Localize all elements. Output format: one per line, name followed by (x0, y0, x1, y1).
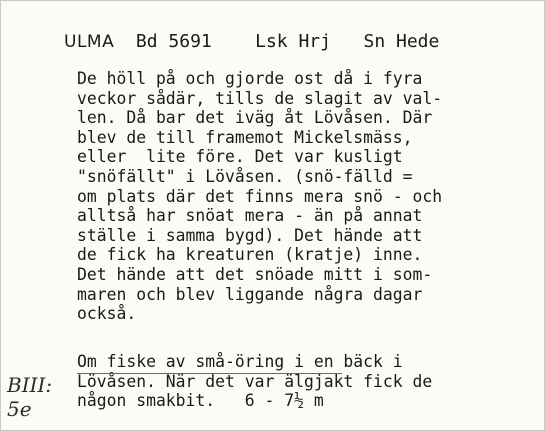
region-code: Lsk Hrj (255, 31, 331, 52)
body-line: de fick ha kreaturen (kratje) inne. (77, 245, 423, 265)
note-line: någon smakbit. 6 - 7½ m (77, 391, 324, 411)
body-line: veckor sådär, tills de slagit av val- (77, 88, 443, 108)
handwritten-margin-note (7, 373, 52, 421)
transcript-body (77, 69, 537, 324)
body-line: "snöfällt" i Lövåsen. (snö-fälld = (77, 166, 413, 186)
body-line: De höll på och gjorde ost då i fyra (77, 69, 423, 88)
red-underline (77, 373, 342, 374)
body-line: blev de till framemot Mickelsmäss, (77, 127, 413, 147)
body-line: alltså har snöat mera - än på annat (77, 206, 423, 226)
body-line: Det hände att det snöade mitt i som- (77, 264, 433, 284)
parish-name: Sn Hede (363, 31, 440, 52)
margin-note-line2: 5e (7, 397, 32, 421)
fishing-note (77, 352, 537, 411)
note-line: Lövåsen. När det var älgjakt fick de (77, 371, 433, 391)
record-number: Bd 5691 (135, 31, 212, 52)
body-line: också. (77, 304, 137, 324)
card-header (64, 31, 439, 53)
body-line: maren och blev liggande några dagar (77, 284, 423, 304)
archive-name: ULMA (64, 32, 115, 52)
body-line: ställe i samma bygd). Det hände att (77, 225, 423, 245)
body-line: eller lite före. Det var kusligt (77, 147, 403, 167)
note-line: Om fiske av små-öring i en bäck i (77, 352, 403, 371)
body-line: len. Då bar det iväg åt Lövåsen. Där (77, 108, 433, 128)
body-line: om plats där det finns mera snö - och (77, 186, 443, 206)
margin-note-line1: BIII: (7, 373, 53, 397)
